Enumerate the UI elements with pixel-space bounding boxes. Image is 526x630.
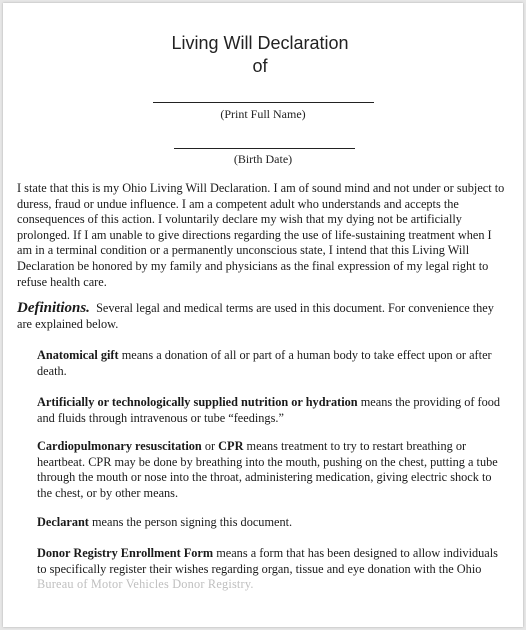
definition-term: Cardiopulmonary resuscitation xyxy=(37,439,202,453)
definition-entry xyxy=(37,439,509,501)
definitions-text: Several legal and medical terms are used in this document. For convenience they are explained below. xyxy=(17,301,494,331)
definition-entry xyxy=(37,546,509,593)
definitions-heading: Definitions. xyxy=(17,300,90,316)
definition-text: means the providing of food and fluids through intravenous or tube “feedings.” xyxy=(37,395,501,425)
definition-entry xyxy=(37,395,509,426)
document-title-of: of xyxy=(252,56,268,76)
document-title: Living Will Declaration xyxy=(171,33,349,53)
definition-entry xyxy=(37,515,509,531)
full-name-caption: (Print Full Name) xyxy=(220,107,306,121)
birth-date-line xyxy=(174,148,355,149)
definition-term: Artificially or technologically supplied nutrition or hydration xyxy=(37,395,358,409)
definition-term: Donor Registry Enrollment Form xyxy=(37,546,214,560)
definition-text: means the person signing this document. xyxy=(91,515,293,529)
definition-term: Declarant xyxy=(37,515,89,529)
definition-entry xyxy=(37,348,509,379)
definition-text: means a form that has been designed to allow individuals to specifically register their wishes regarding organ, tissue and eye donation with the Ohio xyxy=(37,546,498,576)
definition-text: means treatment to try to restart breathing or heartbeat. CPR may be done by breathing into the mouth, pushing on the chest, putting a tube through the mouth or nose into the throat, administering medication, giving electric shock to the chest, or by other means. xyxy=(37,439,498,500)
intro-paragraph: I state that this is my Ohio Living Will Declaration. I am of sound mind and not under or subject to duress, fraud or undue influence. I am a competent adult who understands and accepts the consequences of this action. I voluntarily declare my wish that my dying not be artificially prolonged. If I am unable to give directions regarding the use of life-sustaining treatment when I am in a terminal condition or a permanently unconscious state, I intend that this Living Will Declaration be honored by my family and physicians as the final expression of my legal right to refuse health care. xyxy=(17,181,505,289)
birth-date-caption: (Birth Date) xyxy=(233,152,293,166)
definitions-paragraph xyxy=(17,301,509,332)
definition-term-abbrev: CPR xyxy=(218,439,244,453)
definition-text: means a donation of all or part of a human body to take effect upon or after death. xyxy=(37,348,492,378)
definition-connector: or xyxy=(204,439,216,453)
definition-text-faded: Bureau of Motor Vehicles Donor Registry. xyxy=(37,577,254,592)
full-name-line xyxy=(153,102,374,103)
definition-term: Anatomical gift xyxy=(37,348,119,362)
